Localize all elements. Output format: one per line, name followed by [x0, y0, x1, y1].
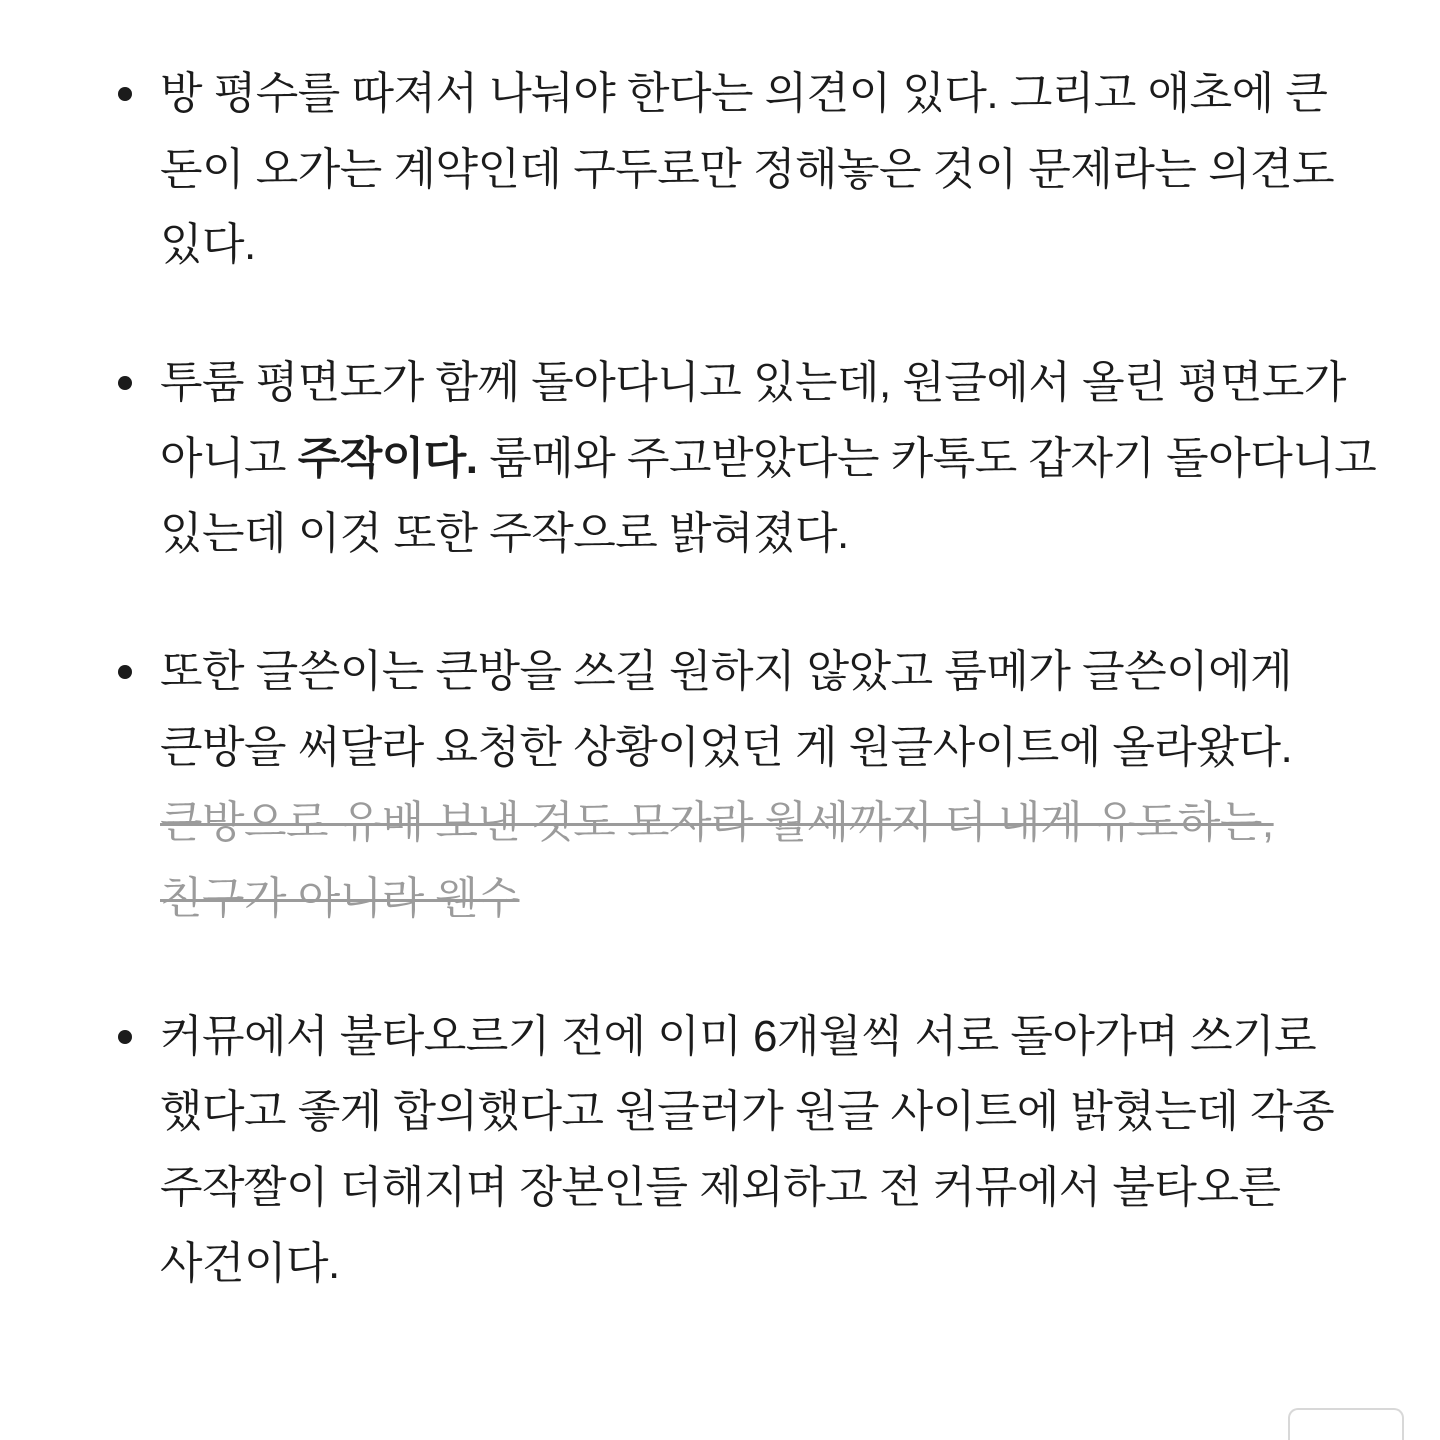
- paragraph-text-2: [160, 358, 1376, 558]
- list-item: [96, 999, 1380, 1302]
- struck-through-text: 큰방으로 유배 보낸 것도 모자라 월세까지 더 내게 유도하는, 친구가 아니라 웬수: [160, 798, 1274, 924]
- emphasis-text: 주작이다.: [297, 433, 478, 483]
- body-text: 또한 글쓴이는 큰방을 쓰길 원하지 않았고 룸메가 글쓴이에게 큰방을 써달라 요청한 상황이었던 게 원글사이트에 올라왔다.: [160, 647, 1293, 772]
- bottom-right-panel-edge: [1288, 1408, 1404, 1440]
- bullet-list: [96, 56, 1380, 1301]
- body-text: 방 평수를 따져서 나눠야 한다는 의견이 있다. 그리고 애초에 큰 돈이 오가는 계약인데 구두로만 정해놓은 것이 문제라는 의견도 있다.: [160, 69, 1335, 270]
- list-item: [96, 345, 1380, 572]
- paragraph-text-1: [160, 69, 1334, 269]
- body-text: 룸메와 주고받았다는 카톡도 갑자기 돌아다니고 있는데 이것 또한 주작으로 밝혀졌다.: [160, 433, 1377, 559]
- list-item: [96, 634, 1380, 937]
- list-item: [96, 56, 1380, 283]
- body-text: 커뮤에서 불타오르기 전에 이미 6개월씩 서로 돌아가며 쓰기로 했다고 좋게 합의했다고 원글러가 원글 사이트에 밝혔는데 각종 주작짤이 더해지며 장본인들 제외하고 전 커뮤에서 불타오른 사건이다.: [160, 1011, 1335, 1288]
- body-text: 투룸 평면도가 함께 돌아다니고 있는데, 원글에서 올린 평면도가 아니고: [160, 358, 1346, 483]
- paragraph-text-3: [160, 647, 1292, 923]
- paragraph-text-4: [160, 1012, 1334, 1288]
